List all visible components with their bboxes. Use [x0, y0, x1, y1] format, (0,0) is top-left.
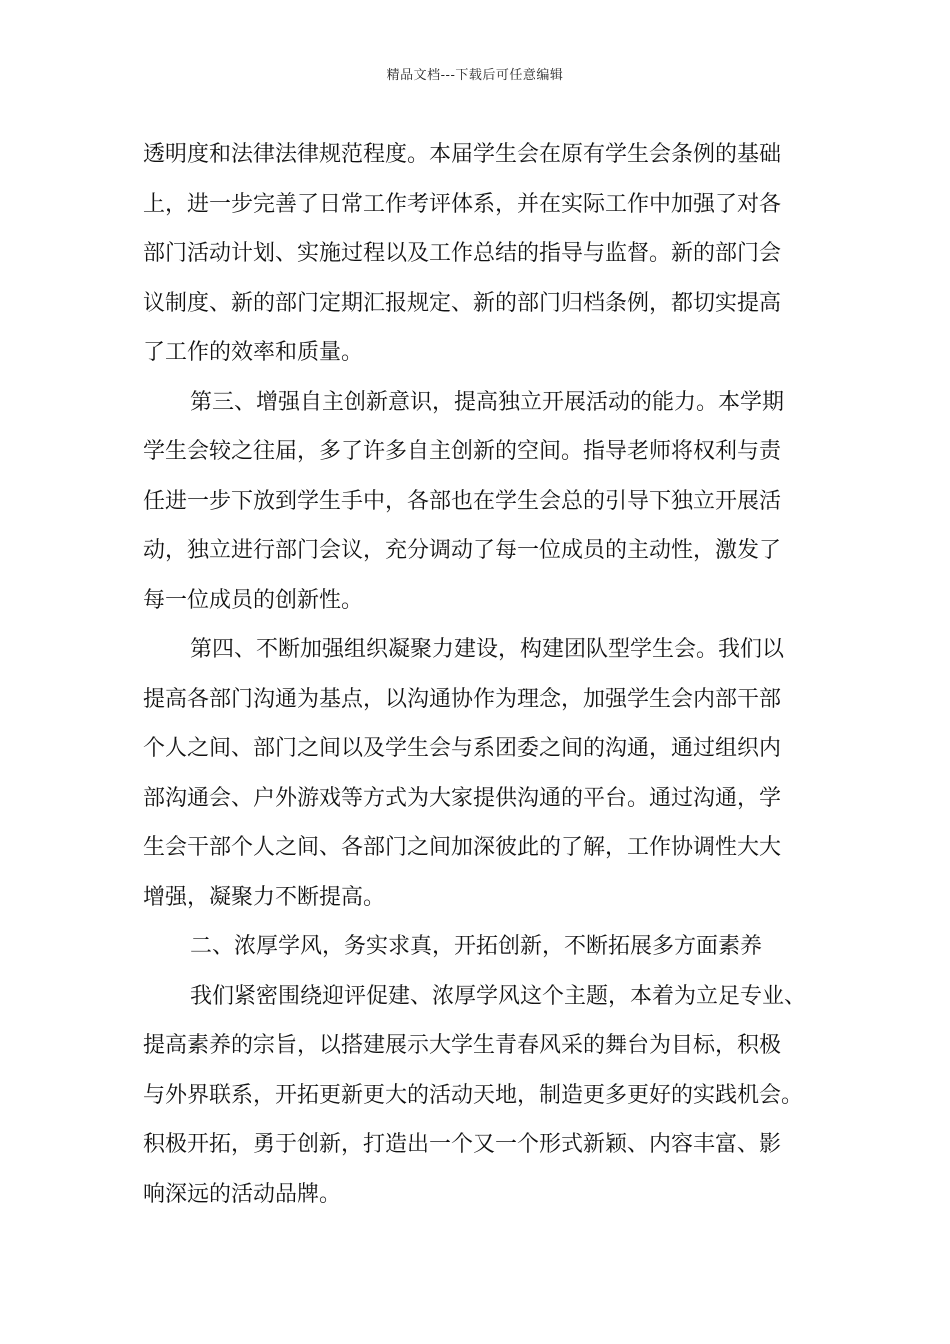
paragraph [143, 972, 843, 1220]
text-line: 透明度和法律法律规范程度。本届学生会在原有学生会条例的基础 [143, 142, 782, 167]
text-line: 增强，凝聚力不断提高。 [143, 884, 386, 910]
text-line: 学生会较之往届，多了许多自主创新的空间。指导老师将权利与责 [143, 439, 782, 464]
paragraph [143, 625, 843, 922]
text-line: 任进一步下放到学生手中，各部也在学生会总的引导下独立开展活 [143, 488, 782, 514]
page-header: 精品文档---下载后可任意编辑 [386, 68, 564, 83]
text-line: 第四、不断加强组织凝聚力建设，构建团队型学生会。我们以 [190, 637, 785, 662]
text-line: 二、浓厚学风，务实求真，开拓创新，不断拓展多方面素养 [190, 934, 763, 959]
text-line: 部门活动计划、实施过程以及工作总结的指导与监督。新的部门会 [143, 241, 782, 266]
text-line: 积极开拓，勇于创新，打造出一个又一个形式新颖、内容丰富、影 [143, 1132, 782, 1157]
text-line: 了工作的效率和质量。 [143, 340, 364, 365]
text-line: 响深远的活动品牌。 [143, 1181, 342, 1207]
text-line: 提高各部门沟通为基点，以沟通协作为理念，加强学生会内部干部 [143, 686, 782, 712]
text-line: 个人之间、部门之间以及学生会与系团委之间的沟通，通过组织内 [143, 736, 782, 761]
section-heading [143, 922, 843, 972]
text-line: 我们紧密围绕迎评促建、浓厚学风这个主题，本着为立足专业、 [190, 983, 807, 1009]
text-line: 部沟通会、户外游戏等方式为大家提供沟通的平台。通过沟通，学 [143, 785, 782, 811]
text-line: 提高素养的宗旨，以搭建展示大学生青春风采的舞台为目标，积极 [143, 1033, 782, 1058]
text-line: 每一位成员的创新性。 [143, 587, 364, 613]
text-line: 上，进一步完善了日常工作考评体系，并在实际工作中加强了对各 [143, 191, 782, 217]
paragraph [143, 130, 843, 378]
paragraph [143, 378, 843, 626]
document-body [143, 130, 843, 1219]
text-line: 与外界联系，开拓更新更大的活动天地，制造更多更好的实践机会。 [143, 1082, 804, 1108]
text-line: 生会干部个人之间、各部门之间加深彼此的了解，工作协调性大大 [143, 835, 782, 860]
text-line: 议制度、新的部门定期汇报规定、新的部门归档条例，都切实提高 [143, 290, 782, 316]
text-line: 第三、增强自主创新意识，提高独立开展活动的能力。本学期 [190, 389, 785, 415]
text-line: 动，独立进行部门会议，充分调动了每一位成员的主动性，激发了 [143, 538, 782, 563]
